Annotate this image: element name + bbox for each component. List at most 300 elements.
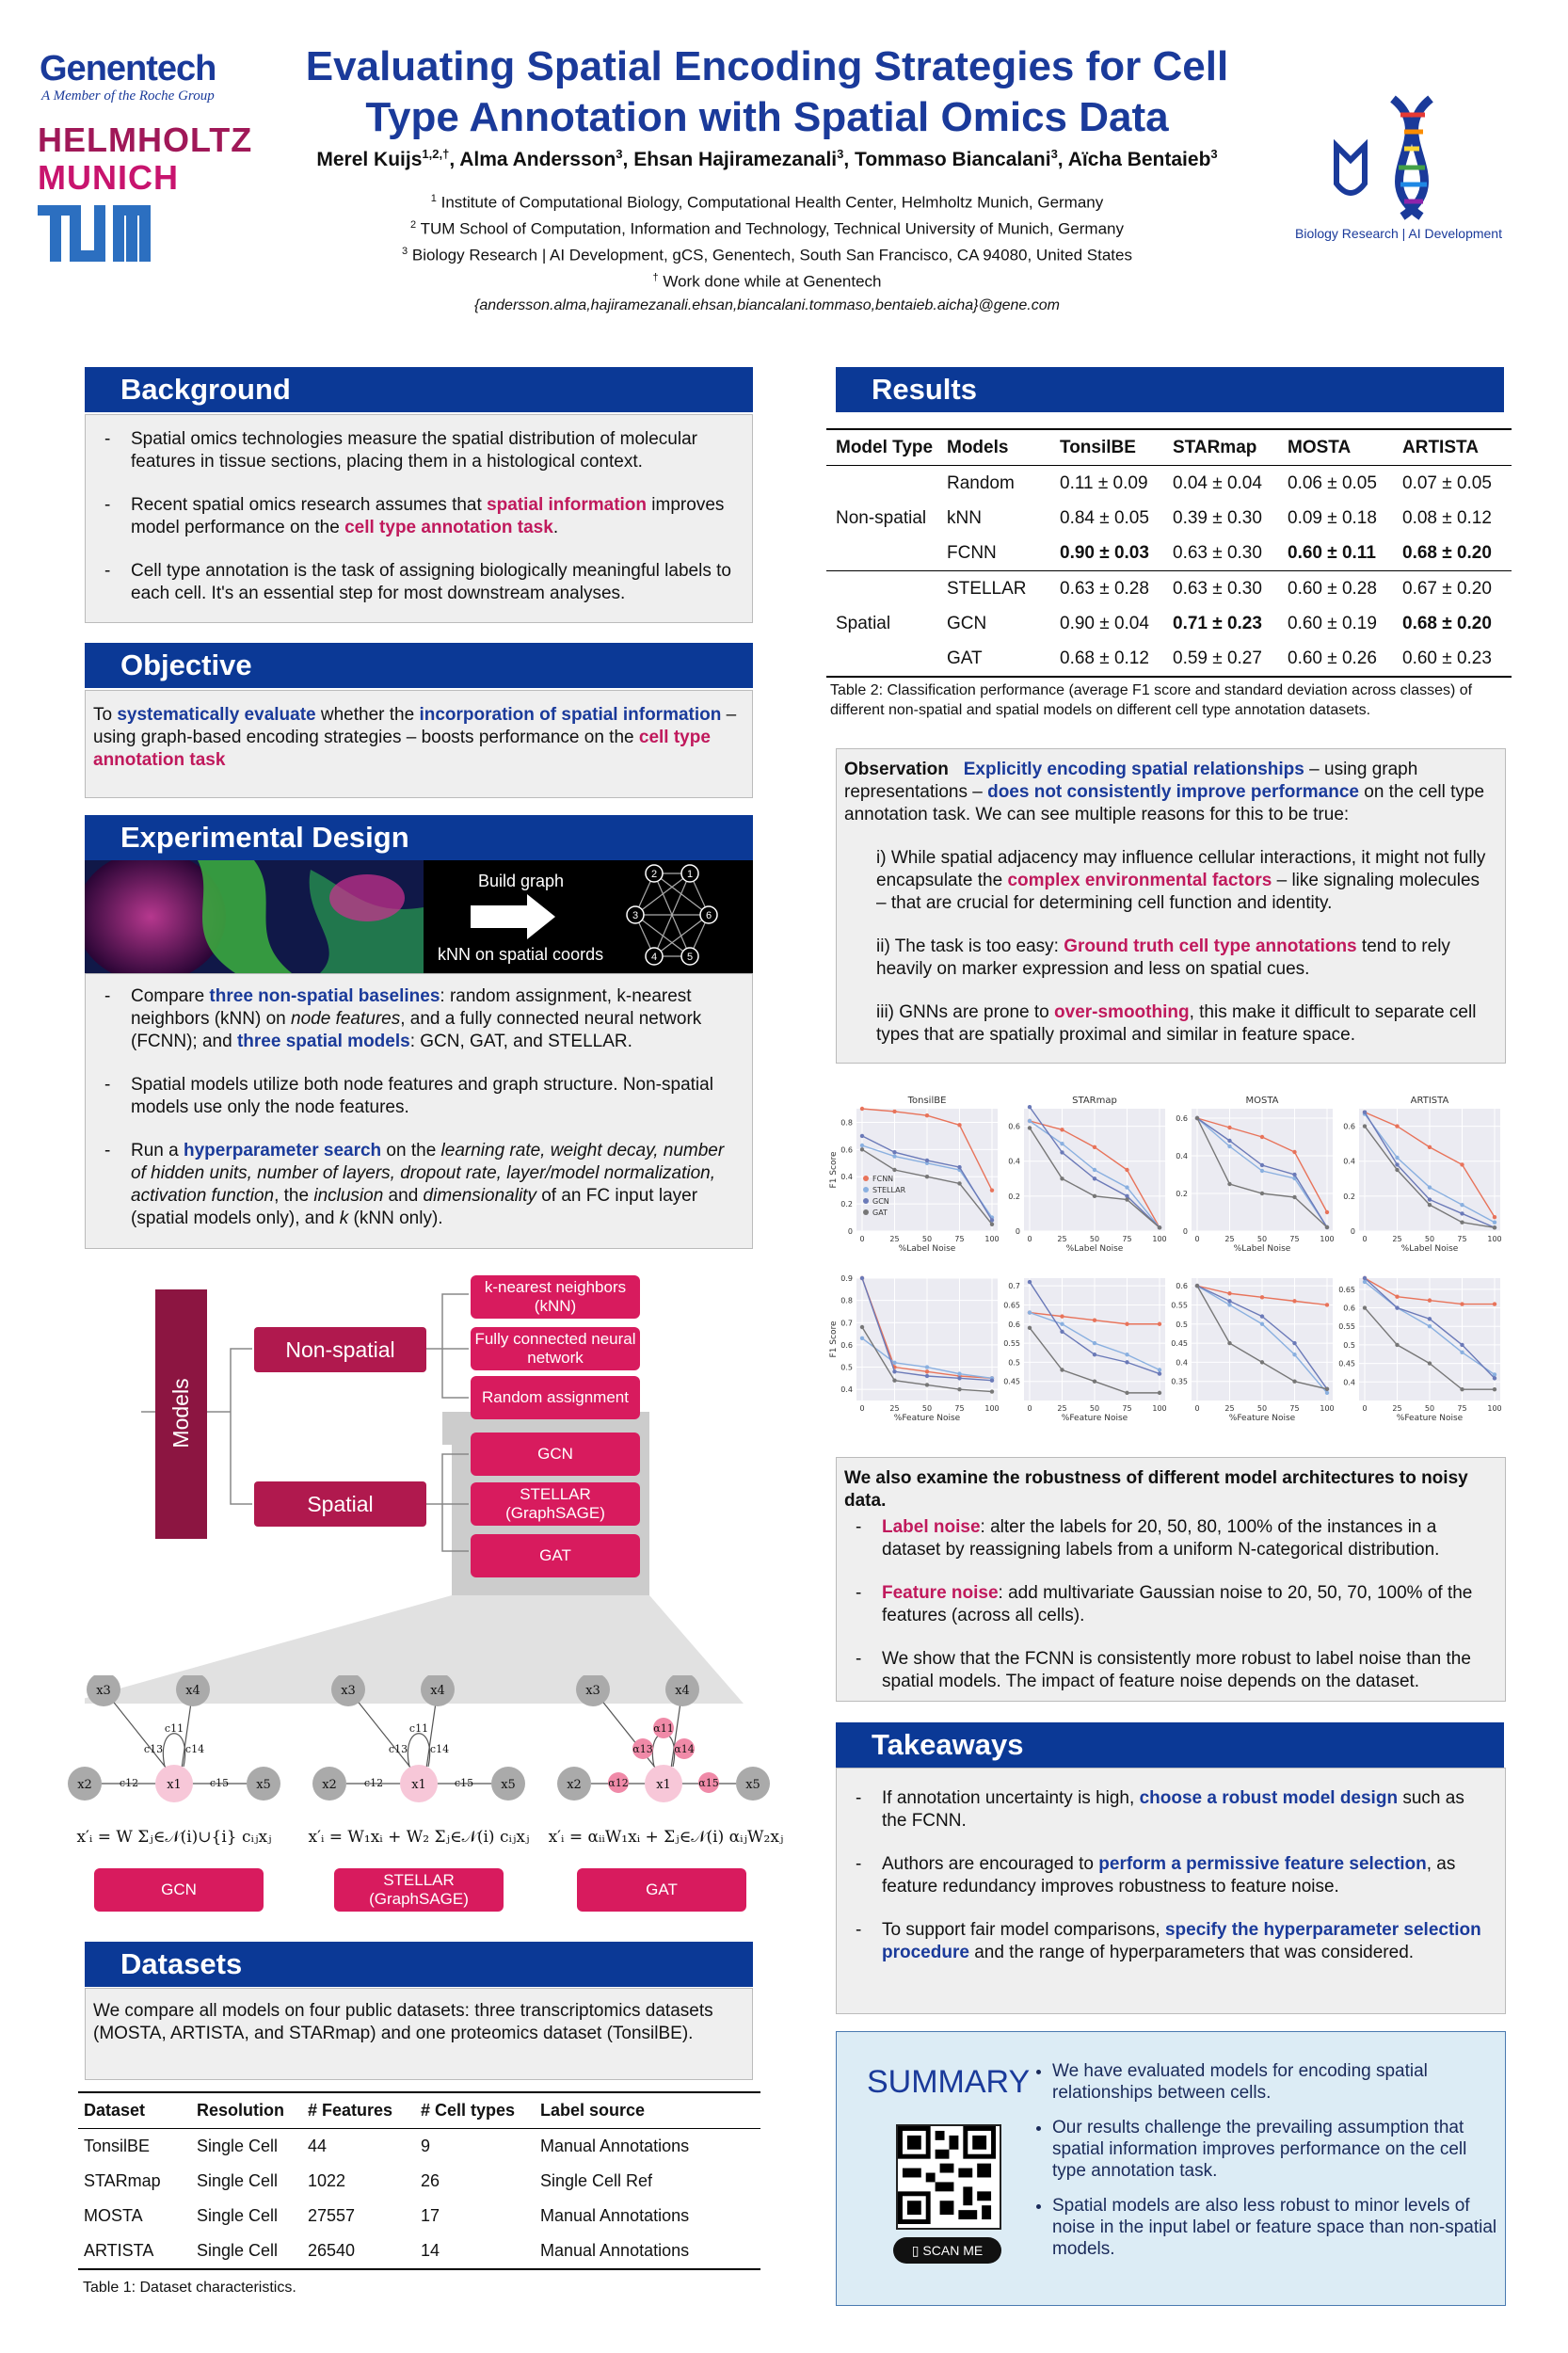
datasets-box: We compare all models on four public datasets: three transcriptomics datasets (MOSTA, ARTISTA, and STARmap) and one proteomics dataset (TonsilBE). — [85, 1988, 753, 2080]
data-point — [1493, 1387, 1496, 1391]
table-cell: 26540 — [308, 2241, 356, 2260]
x-tick-label: 25 — [1392, 1404, 1402, 1413]
helmholtz-logo: HELMHOLTZ — [38, 120, 253, 159]
data-point — [925, 1175, 929, 1178]
data-point — [1292, 1173, 1296, 1176]
design-bullet: - Compare three non-spatial baselines: random assignment, k-nearest neighbors (kNN) on node features, and a fully connected neural network (FCNN); and three spatial models: GCN, GAT, and STELLAR. — [91, 985, 741, 1053]
data-point — [1493, 1302, 1496, 1305]
score-cell: 0.60 ± 0.23 — [1402, 648, 1492, 668]
data-point — [1093, 1341, 1096, 1345]
data-point — [1363, 1111, 1367, 1114]
y-tick-label: 0.6 — [1008, 1122, 1020, 1131]
data-point — [1028, 1280, 1032, 1284]
y-tick-label: 0.6 — [1176, 1282, 1188, 1291]
data-point — [1292, 1299, 1296, 1303]
score-cell: 0.60 ± 0.26 — [1288, 648, 1377, 668]
legend-marker — [863, 1176, 869, 1181]
data-point — [1125, 1322, 1128, 1326]
model-cell: GAT — [947, 648, 983, 668]
data-point — [1260, 1322, 1264, 1326]
data-point — [1158, 1368, 1161, 1371]
qr-code-icon[interactable] — [896, 2124, 1001, 2230]
y-tick-label: 0.6 — [840, 1145, 853, 1155]
data-point — [1428, 1317, 1432, 1321]
y-tick-label: 0.5 — [840, 1363, 853, 1372]
legend-entry: GAT — [872, 1209, 888, 1217]
table-cell: Single Cell — [197, 2206, 279, 2225]
node-label: x5 — [256, 1778, 271, 1792]
data-point — [1460, 1162, 1464, 1166]
data-point — [925, 1159, 929, 1162]
data-point — [1325, 1210, 1329, 1214]
graph-node-label: 1 — [686, 869, 694, 880]
score-cell: 0.63 ± 0.30 — [1173, 578, 1262, 599]
data-point — [1125, 1360, 1128, 1364]
category-non-spatial: Non-spatial — [254, 1327, 426, 1372]
x-tick-label: 25 — [1057, 1404, 1067, 1413]
table-cell: Manual Annotations — [540, 2206, 690, 2225]
score-cell: 0.68 ± 0.12 — [1060, 648, 1149, 668]
score-cell: 0.60 ± 0.28 — [1288, 578, 1377, 599]
score-cell: 0.09 ± 0.18 — [1288, 507, 1377, 528]
x-tick-label: 0 — [1194, 1404, 1200, 1413]
summary-title: SUMMARY — [867, 2064, 1031, 2100]
stellar-label: STELLAR (GraphSAGE) — [334, 1868, 504, 1912]
data-point — [1227, 1144, 1231, 1148]
chart-panel — [1338, 1276, 1501, 1423]
data-point — [1325, 1225, 1329, 1229]
data-point — [1325, 1387, 1329, 1391]
table-row — [78, 2129, 760, 2165]
table-cell: 14 — [421, 2241, 440, 2260]
section-background-header: Background — [85, 367, 753, 412]
data-point — [1460, 1343, 1464, 1347]
affiliation-4: † Work done while at Genentech — [652, 272, 882, 291]
node-label: x2 — [322, 1778, 337, 1792]
data-point — [1125, 1185, 1128, 1189]
y-tick-label: 0.9 — [840, 1274, 853, 1283]
data-point — [1260, 1295, 1264, 1299]
data-point — [1292, 1341, 1296, 1345]
table-row — [78, 2233, 760, 2269]
x-tick-label: 0 — [1194, 1235, 1200, 1243]
data-point — [1428, 1197, 1432, 1201]
table-header: TonsilBE — [1060, 437, 1136, 457]
data-point — [1227, 1291, 1231, 1295]
takeaway-bullet: - To support fair model comparisons, specify the hyperparameter selection procedure and the range of hyperparameters that was considered. — [842, 1919, 1494, 1964]
score-cell: 0.39 ± 0.30 — [1173, 507, 1262, 528]
y-tick-label: 0.4 — [840, 1173, 853, 1182]
table-cell: MOSTA — [84, 2206, 143, 2225]
data-point — [1395, 1162, 1399, 1166]
data-point — [957, 1387, 961, 1391]
data-point — [925, 1383, 929, 1386]
summary-item: • We have evaluated models for encoding spatial relationships between cells. — [1052, 2060, 1504, 2104]
data-point — [1158, 1225, 1161, 1229]
summary-box — [836, 2031, 1506, 2306]
data-point — [1292, 1150, 1296, 1154]
chart-panel — [829, 1274, 1000, 1423]
model-type-cell — [826, 571, 947, 607]
data-point — [1227, 1303, 1231, 1306]
score-cell: 0.63 ± 0.28 — [1060, 578, 1149, 599]
data-point — [1093, 1379, 1096, 1383]
section-design-header: Experimental Design — [85, 815, 753, 860]
x-tick-label: 25 — [889, 1404, 900, 1413]
model-stellar: STELLAR (GraphSAGE) — [471, 1482, 640, 1526]
x-tick-label: 0 — [1027, 1404, 1032, 1413]
y-tick-label: 0.4 — [1176, 1358, 1188, 1368]
data-point — [1395, 1156, 1399, 1160]
model-gat: GAT — [471, 1534, 640, 1577]
y-tick-label: 0.6 — [1343, 1122, 1355, 1131]
data-point — [860, 1144, 864, 1147]
data-point — [1260, 1360, 1264, 1364]
y-tick-label: 0.8 — [840, 1118, 853, 1128]
edge-label: α15 — [698, 1777, 719, 1789]
score-cell: 0.90 ± 0.03 — [1060, 542, 1149, 563]
score-cell: 0.90 ± 0.04 — [1060, 613, 1149, 633]
data-point — [892, 1110, 896, 1113]
data-point — [1195, 1284, 1199, 1288]
takeaway-bullet: - If annotation uncertainty is high, choose a robust model design such as the FCNN. — [842, 1787, 1494, 1833]
data-point — [1093, 1176, 1096, 1180]
chart-panel — [1003, 1278, 1166, 1423]
design-bullet: - Run a hyperparameter search on the learning rate, weight decay, number of hidden units, number of layers, dropout rate, layer/model normalization, activation function, the inclusion and dimensionality of an FC input layer (spatial models only), and k (kNN only). — [91, 1140, 741, 1230]
x-axis-label: %Feature Noise — [893, 1414, 961, 1423]
node-label: x2 — [567, 1778, 582, 1792]
legend-entry: FCNN — [872, 1175, 894, 1183]
score-cell: 0.71 ± 0.23 — [1173, 613, 1262, 633]
table-row — [826, 641, 1512, 677]
edge-label: α11 — [653, 1722, 674, 1735]
robustness-box: We also examine the robustness of different model architectures to noisy data. - Label noise: alter the labels for 20, 50, 80, 100% of the instances in a dataset by reassigning labels from a uniform N-categorical distribution. - Feature noise: add multivariate Gaussian noise to 20, 50, 70, 100% of the features (across all cells). - We show that the FCNN is consistently more robust to label noise than the spatial models. The impact of feature noise depends on the dataset. — [836, 1457, 1506, 1702]
edge-label: c13 — [388, 1743, 408, 1755]
data-point — [1395, 1305, 1399, 1309]
table-header: ARTISTA — [1402, 437, 1479, 457]
data-point — [1093, 1168, 1096, 1172]
data-point — [1060, 1330, 1064, 1334]
data-point — [860, 1107, 864, 1111]
legend-marker — [863, 1209, 869, 1215]
data-point — [1060, 1368, 1064, 1371]
section-datasets-header: Datasets — [85, 1942, 753, 1987]
data-point — [957, 1376, 961, 1380]
score-cell: 0.04 ± 0.04 — [1173, 472, 1262, 493]
y-tick-label: 0.6 — [1008, 1320, 1020, 1329]
data-point — [892, 1168, 896, 1172]
score-cell: 0.68 ± 0.20 — [1402, 542, 1492, 563]
data-point — [1158, 1322, 1161, 1326]
node-label: x2 — [77, 1778, 92, 1792]
data-point — [1028, 1126, 1032, 1129]
graph-node-label: 6 — [705, 910, 712, 921]
table-row — [826, 536, 1512, 571]
data-point — [925, 1113, 929, 1117]
data-point — [1125, 1353, 1128, 1356]
model-cell: GCN — [947, 613, 987, 633]
y-tick-label: 0.5 — [1176, 1320, 1188, 1329]
x-tick-label: 50 — [1424, 1404, 1435, 1413]
x-axis-label: %Feature Noise — [1228, 1414, 1296, 1423]
score-cell: 0.63 ± 0.30 — [1173, 542, 1262, 563]
knn-coords-label: kNN on spatial coords — [438, 945, 604, 964]
helmholtz-munich-logo: MUNICH — [38, 158, 179, 197]
model-knn: k-nearest neighbors (kNN) — [471, 1275, 640, 1319]
robustness-bullet: - Label noise: alter the labels for 20, 50, 80, 100% of the instances in a dataset by reassigning labels from a uniform N-categorical distribution. — [842, 1516, 1494, 1561]
model-random: Random assignment — [471, 1376, 640, 1419]
gcn-formula: x′ᵢ = W Σⱼ∈𝒩(i)∪{i} cᵢⱼxⱼ — [76, 1828, 272, 1847]
x-tick-label: 50 — [921, 1235, 933, 1243]
data-point — [990, 1223, 994, 1226]
edge-label: α13 — [632, 1743, 653, 1755]
data-point — [1428, 1145, 1432, 1149]
model-type-cell: Spatial — [836, 613, 891, 633]
data-point — [1428, 1361, 1432, 1365]
data-point — [1460, 1211, 1464, 1215]
y-tick-label: 0 — [1015, 1227, 1020, 1236]
edge-label: c13 — [143, 1743, 164, 1755]
x-tick-label: 0 — [1362, 1404, 1368, 1413]
y-tick-label: 0.4 — [1176, 1152, 1188, 1160]
observation-box: Observation Explicitly encoding spatial relationships – using graph representations – does not consistently improve performance on the cell type annotation task. We can see multiple reasons for this to be true: i) While spatial adjacency may influence cellular interactions, it might not fully encapsulate the complex environmental factors – like signaling molecules – that are crucial for determining cell function and identity. ii) The task is too easy: Ground truth cell type annotations tend to rely heavily on marker expression and less on spatial cues. iii) GNNs are prone to over-smoothing, this make it difficult to separate cell types that are spatially proximal and similar in feature space. — [836, 748, 1506, 1064]
x-tick-label: 25 — [1224, 1235, 1235, 1243]
section-objective-header: Objective — [85, 643, 753, 688]
data-point — [1325, 1391, 1329, 1395]
x-tick-label: 100 — [1152, 1404, 1167, 1413]
node-label: x4 — [675, 1684, 690, 1698]
y-tick-label: 0 — [847, 1227, 853, 1236]
x-tick-label: 100 — [1487, 1235, 1502, 1243]
edge-label: c15 — [454, 1777, 474, 1789]
x-axis-label: %Label Noise — [1233, 1244, 1291, 1254]
data-point — [892, 1150, 896, 1154]
observation-reason: i) While spatial adjacency may influence cellular interactions, it might not fully encapsulate the complex environmental factors – like signaling molecules – that are crucial for determining cell function and identity. — [876, 848, 1486, 913]
section-takeaways-header: Takeaways — [836, 1722, 1504, 1768]
edge-label: c14 — [184, 1743, 205, 1755]
chart-panel — [1171, 1278, 1334, 1423]
build-graph-label: Build graph — [478, 872, 565, 890]
score-cell: 0.59 ± 0.27 — [1173, 648, 1262, 668]
x-tick-label: 75 — [1457, 1235, 1467, 1243]
scan-me-button[interactable]: ▯ SCAN ME — [893, 2237, 1001, 2264]
y-tick-label: 0.2 — [1176, 1190, 1188, 1198]
section-results-header: Results — [836, 367, 1504, 412]
data-point — [1227, 1182, 1231, 1186]
data-point — [1363, 1305, 1367, 1309]
chart-panel — [1008, 1096, 1166, 1254]
data-point — [1493, 1225, 1496, 1229]
tum-logo — [38, 205, 151, 266]
legend-marker — [863, 1198, 869, 1204]
x-tick-label: 100 — [1320, 1404, 1335, 1413]
node-label: x4 — [185, 1684, 200, 1698]
data-point — [1292, 1379, 1296, 1383]
x-tick-label: 0 — [1027, 1235, 1032, 1243]
chart-panel — [1343, 1096, 1501, 1254]
takeaways-box — [836, 1768, 1506, 2014]
model-cell: kNN — [947, 507, 982, 528]
x-tick-label: 100 — [984, 1404, 1000, 1413]
dna-cat-logo — [1299, 94, 1506, 226]
table-cell: STARmap — [84, 2171, 161, 2190]
data-point — [1028, 1105, 1032, 1109]
chart-title: MOSTA — [1245, 1096, 1279, 1106]
data-point — [1395, 1124, 1399, 1128]
data-point — [892, 1369, 896, 1373]
data-point — [1428, 1203, 1432, 1207]
data-point — [1460, 1203, 1464, 1207]
data-point — [1260, 1163, 1264, 1167]
x-axis-label: %Label Noise — [898, 1244, 956, 1254]
y-tick-label: 0.35 — [1171, 1377, 1188, 1386]
data-point — [1060, 1322, 1064, 1326]
robustness-bullet: - Feature noise: add multivariate Gaussian noise to 20, 50, 70, 100% of the features (across all cells). — [842, 1582, 1494, 1627]
data-point — [1428, 1324, 1432, 1328]
node-label: x3 — [341, 1684, 356, 1698]
data-point — [1060, 1314, 1064, 1318]
table-cell: 9 — [421, 2137, 431, 2155]
node-label: x5 — [745, 1778, 760, 1792]
poster-title: Evaluating Spatial Encoding Strategies for Cell Type Annotation with Spatial Omics Data — [305, 43, 1229, 140]
edge-label: c11 — [408, 1722, 429, 1735]
data-point — [1093, 1145, 1096, 1149]
table-header: # Cell types — [421, 2101, 516, 2120]
background-box — [85, 414, 753, 623]
node-label: x3 — [585, 1684, 600, 1698]
table1-caption: Table 1: Dataset characteristics. — [83, 2280, 296, 2296]
table-row — [826, 501, 1512, 536]
table-header: # Features — [308, 2101, 393, 2120]
data-point — [1292, 1195, 1296, 1199]
data-point — [1028, 1310, 1032, 1314]
data-point — [1363, 1124, 1367, 1128]
table-header: Label source — [540, 2101, 646, 2120]
y-tick-label: 0.5 — [1343, 1340, 1355, 1350]
data-point — [1125, 1168, 1128, 1172]
y-tick-label: 0.2 — [1343, 1192, 1355, 1201]
model-type-cell — [826, 536, 947, 571]
node-label: x3 — [96, 1684, 111, 1698]
legend-marker — [863, 1187, 869, 1193]
table2-caption: Table 2: Classification performance (average F1 score and standard deviation across classes) of different non-spatial and spatial models on different cell type annotation datasets. — [830, 682, 1473, 718]
data-point — [1363, 1276, 1367, 1280]
y-tick-label: 0.55 — [1338, 1322, 1355, 1332]
node-label: x1 — [656, 1778, 671, 1792]
data-point — [957, 1123, 961, 1127]
x-tick-label: 75 — [954, 1404, 965, 1413]
data-point — [957, 1371, 961, 1375]
chart-panel — [829, 1096, 1000, 1254]
data-point — [1428, 1185, 1432, 1189]
graph-node-label: 2 — [650, 869, 658, 880]
gnn-diagrams — [52, 1675, 786, 1920]
score-cell: 0.60 ± 0.19 — [1288, 613, 1377, 633]
observation-reason: ii) The task is too easy: Ground truth cell type annotations tend to rely heavily on marker expression and less on spatial cues. — [876, 936, 1450, 979]
edge-label: c11 — [164, 1722, 184, 1735]
data-point — [1395, 1343, 1399, 1347]
table-row — [826, 466, 1512, 502]
score-cell: 0.68 ± 0.20 — [1402, 613, 1492, 633]
graph-node-label: 3 — [632, 910, 639, 921]
data-point — [1260, 1192, 1264, 1195]
x-tick-label: 0 — [1362, 1235, 1368, 1243]
data-point — [1060, 1128, 1064, 1131]
summary-list — [1030, 2060, 1504, 2273]
score-cell: 0.08 ± 0.12 — [1402, 507, 1492, 528]
chart-panel — [1176, 1096, 1334, 1254]
table-cell: 1022 — [308, 2171, 346, 2190]
data-point — [1428, 1298, 1432, 1302]
data-point — [925, 1374, 929, 1378]
gcn-label: GCN — [94, 1868, 264, 1912]
data-point — [860, 1134, 864, 1138]
table-cell: 44 — [308, 2137, 328, 2155]
y-tick-label: 0.65 — [1003, 1301, 1020, 1310]
data-point — [860, 1325, 864, 1329]
table-header: STARmap — [1173, 437, 1257, 457]
table-row — [78, 2199, 760, 2233]
data-point — [892, 1154, 896, 1158]
category-spatial: Spatial — [254, 1481, 426, 1527]
x-tick-label: 25 — [1392, 1235, 1402, 1243]
y-tick-label: 0.45 — [1171, 1339, 1188, 1349]
gat-formula: x′ᵢ = αᵢᵢW₁xᵢ + Σⱼ∈𝒩(i) αᵢⱼW₂xⱼ — [548, 1828, 784, 1847]
data-point — [1493, 1221, 1496, 1225]
y-tick-label: 0 — [1182, 1227, 1188, 1236]
data-point — [957, 1165, 961, 1169]
table-row — [826, 606, 1512, 641]
model-cell: Random — [947, 472, 1015, 493]
node-label: x1 — [167, 1778, 182, 1792]
x-tick-label: 100 — [1487, 1404, 1502, 1413]
y-tick-label: 0.2 — [1008, 1192, 1020, 1201]
data-point — [1028, 1119, 1032, 1123]
node-label: x1 — [411, 1778, 426, 1792]
score-cell: 0.07 ± 0.05 — [1402, 472, 1492, 493]
y-tick-label: 0.6 — [840, 1340, 853, 1350]
x-tick-label: 75 — [954, 1235, 965, 1243]
edge-label: α12 — [608, 1777, 629, 1789]
table-cell: Single Cell — [197, 2241, 279, 2260]
table-row — [78, 2164, 760, 2199]
y-axis-label: F1 Score — [829, 1151, 839, 1189]
y-tick-label: 0.55 — [1003, 1339, 1020, 1349]
x-tick-label: 50 — [1089, 1235, 1100, 1243]
x-tick-label: 75 — [1122, 1235, 1132, 1243]
score-cell: 0.84 ± 0.05 — [1060, 507, 1149, 528]
data-point — [1292, 1353, 1296, 1356]
chart-title: STARmap — [1072, 1096, 1117, 1106]
robustness-bullet: - We show that the FCNN is consistently more robust to label noise than the spatial models. The impact of feature noise depends on the dataset. — [842, 1648, 1494, 1693]
model-gcn: GCN — [471, 1433, 640, 1476]
table-cell: Single Cell Ref — [540, 2171, 653, 2190]
background-bullet: - Recent spatial omics research assumes that spatial information improves model performance on the cell type annotation task. — [91, 494, 739, 539]
data-point — [957, 1181, 961, 1185]
results-table — [826, 428, 1512, 678]
table-row — [826, 571, 1512, 607]
x-tick-label: 75 — [1122, 1404, 1132, 1413]
affiliation-2: $^2$ TUM School of Computation, Information and Technology, Technical University of Munich, Germany — [410, 219, 1124, 238]
y-tick-label: 0 — [1350, 1227, 1355, 1236]
y-tick-label: 0.7 — [1008, 1282, 1020, 1291]
y-tick-label: 0.4 — [840, 1385, 853, 1395]
y-tick-label: 0.4 — [1343, 1157, 1355, 1166]
table-cell: Manual Annotations — [540, 2241, 690, 2260]
graph-node-label: 5 — [686, 952, 694, 963]
table-header: Dataset — [84, 2101, 146, 2120]
model-cell: STELLAR — [947, 578, 1027, 599]
